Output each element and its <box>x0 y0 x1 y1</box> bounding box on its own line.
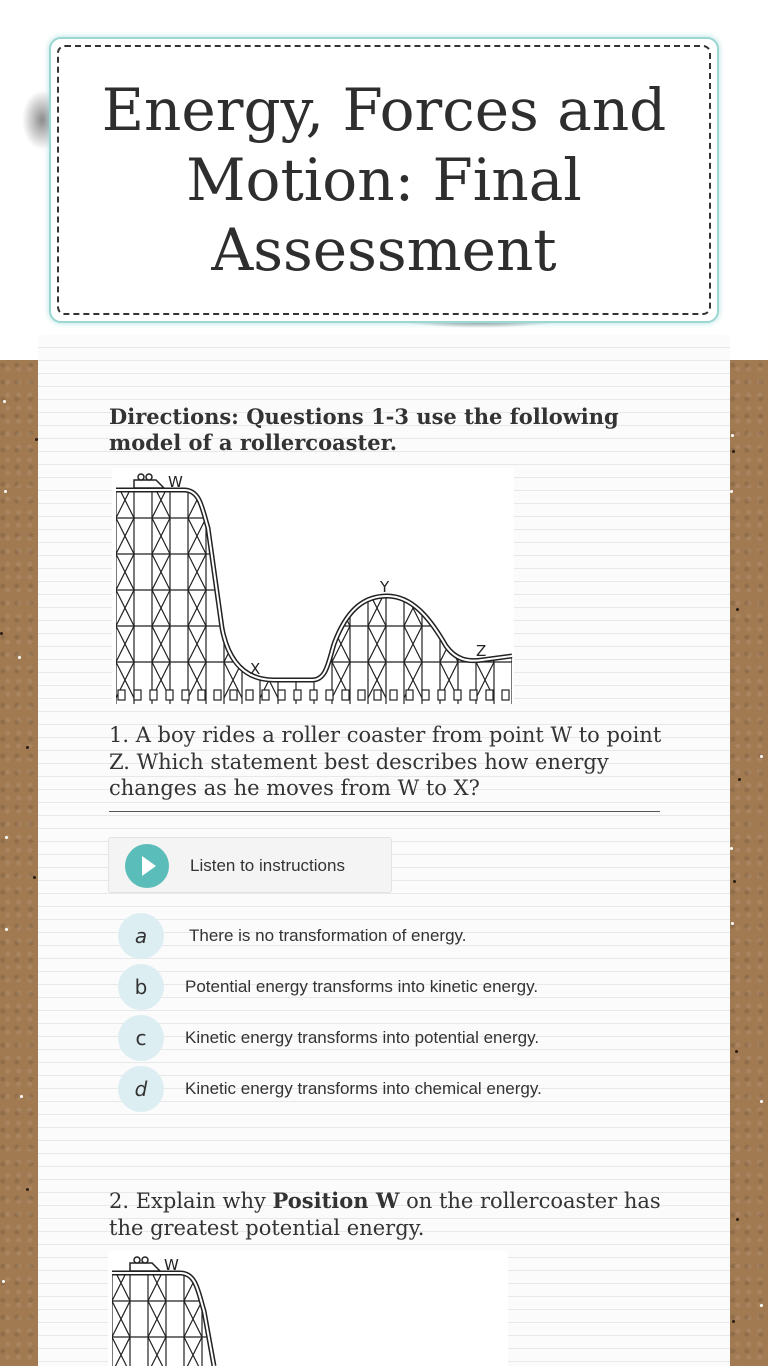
title-card <box>49 37 719 323</box>
cork-border-right <box>730 360 768 1366</box>
listen-to-instructions-button[interactable] <box>108 837 392 893</box>
coaster-support-lattice <box>112 468 514 704</box>
label-w: W <box>168 473 183 491</box>
listen-label: Listen to instructions <box>190 856 345 875</box>
coaster-car-icon <box>134 474 164 488</box>
question-1-text: 1. A boy rides a roller coaster from point W to point Z. Which statement best describes how energy changes as he moves from W to X? <box>109 723 662 800</box>
cork-border-left <box>0 360 38 1366</box>
directions-text: Directions: Questions 1-3 use the following model of a rollercoaster. <box>109 404 619 455</box>
option-a-letter[interactable]: a <box>118 913 164 959</box>
option-b-letter[interactable]: b <box>118 964 164 1010</box>
coaster-footings <box>118 690 509 700</box>
question-2-prefix: 2. Explain why <box>109 1189 273 1213</box>
option-d-text[interactable]: Kinetic energy transforms into chemical energy. <box>185 1079 542 1098</box>
option-c-text[interactable]: Kinetic energy transforms into potential energy. <box>185 1028 540 1047</box>
question-2-suffix: on the rollercoaster has the greatest potential energy. <box>109 1189 661 1240</box>
question-1-divider <box>109 811 660 812</box>
coaster-track-2 <box>112 1273 214 1366</box>
rollercoaster-svg <box>112 468 514 704</box>
title-card-inner <box>57 45 711 315</box>
label-x: X <box>250 660 261 678</box>
rollercoaster-diagram <box>112 468 514 704</box>
coaster-car-icon-2 <box>130 1257 160 1271</box>
rollercoaster-diagram-2 <box>108 1251 508 1366</box>
label-z: Z <box>476 642 487 660</box>
option-d-letter[interactable]: d <box>118 1066 164 1112</box>
question-2-text <box>109 1188 664 1241</box>
page-title: Energy, Forces and Motion: Final Assessment <box>101 76 667 284</box>
option-a-text[interactable]: There is no transformation of energy. <box>189 926 467 945</box>
rollercoaster-svg-2 <box>108 1251 508 1366</box>
label-y: Y <box>380 578 390 596</box>
label-w-2: W <box>164 1256 179 1274</box>
option-c-letter[interactable]: c <box>118 1015 164 1061</box>
question-2-bold: Position W <box>272 1188 400 1213</box>
option-b-text[interactable]: Potential energy transforms into kinetic energy. <box>185 977 539 996</box>
play-icon[interactable] <box>125 844 169 888</box>
